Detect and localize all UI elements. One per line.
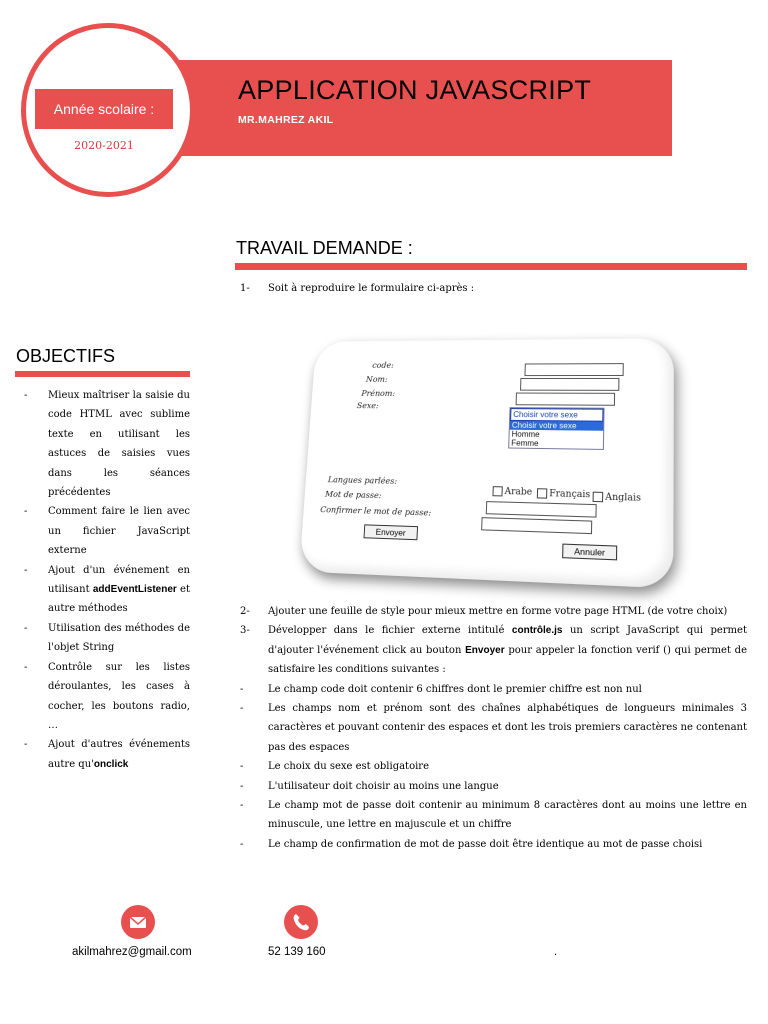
step-1 bbox=[240, 279, 474, 299]
condition-item: - Le choix du sexe est obligatoire bbox=[240, 761, 429, 773]
label-confirmer: Confirmer le mot de passe: bbox=[319, 505, 432, 519]
form-illustration bbox=[299, 338, 674, 588]
condition-item: - Le champ mot de passe doit contenir au minimum 8 caractères dont au moins une lettre en minuscule, une lettre en majuscule et un chiffre bbox=[240, 800, 747, 831]
addeventlistener-keyword: addEventListener bbox=[92, 584, 177, 596]
footer-dot: . bbox=[554, 946, 558, 958]
phone-number[interactable]: 52 139 160 bbox=[268, 946, 326, 958]
year-label: Année scolaire : bbox=[53, 101, 155, 117]
label-nom: Nom: bbox=[365, 375, 388, 385]
step-2: 2- Ajouter une feuille de style pour mieux mettre en forme votre page HTML (de votre choix) bbox=[240, 606, 728, 617]
checkbox-anglais: Anglais bbox=[593, 492, 642, 504]
objectif-item: - Ajout d'un événement en utilisant addEventListener et autre méthodes bbox=[24, 564, 190, 615]
checkbox-box bbox=[537, 488, 547, 498]
objectifs-heading: OBJECTIFS bbox=[16, 346, 116, 366]
page-title: APPLICATION JAVASCRIPT bbox=[238, 75, 592, 105]
condition-item: - Le champ de confirmation de mot de passe doit être identique au mot de passe choisi bbox=[240, 838, 703, 850]
sexe-select bbox=[508, 407, 604, 450]
step-1-text: Soit à reproduire le formulaire ci-après : bbox=[268, 283, 475, 294]
sexe-option: Femme bbox=[511, 438, 539, 448]
checkbox-box bbox=[492, 486, 502, 496]
condition-item: - L'utilisateur doit choisir au moins une langue bbox=[240, 780, 499, 792]
confirm-password-input bbox=[481, 517, 592, 534]
label-langues: Langues parlées: bbox=[327, 475, 398, 487]
envoyer-keyword: Envoyer bbox=[465, 644, 505, 656]
email-address[interactable]: akilmahrez@gmail.com bbox=[72, 946, 192, 958]
onclick-keyword: onclick bbox=[93, 758, 129, 770]
envoyer-button: Envoyer bbox=[363, 524, 418, 540]
label-code: code: bbox=[371, 361, 395, 371]
password-input bbox=[486, 501, 597, 518]
objectif-item: - Ajout d'autres événements autre qu'onclick bbox=[24, 739, 190, 770]
checkbox-box bbox=[593, 492, 604, 503]
steps-list bbox=[240, 602, 747, 854]
objectif-item: - Comment faire le lien avec un fichier JavaScript externe bbox=[24, 506, 190, 557]
label-sexe: Sexe: bbox=[356, 401, 379, 412]
checkbox-francais: Français bbox=[537, 488, 590, 500]
code-input bbox=[524, 363, 623, 376]
travail-heading: TRAVAIL DEMANDE : bbox=[236, 238, 413, 258]
checkbox-arabe: Arabe bbox=[492, 486, 532, 498]
travail-rule bbox=[235, 263, 747, 270]
objectifs-list bbox=[24, 386, 190, 774]
sexe-option: Homme bbox=[511, 429, 540, 439]
condition-item: - Les champs nom et prénom sont des chaînes alphabétiques de longueurs minimales 3 caractères et pouvant contenir des espaces et dont les trois premiers caractères ne contenant pas des espaces bbox=[240, 703, 747, 753]
prenom-input bbox=[516, 393, 616, 406]
file-name: contrôle.js bbox=[511, 625, 563, 637]
nom-input bbox=[520, 378, 619, 391]
annuler-button: Annuler bbox=[562, 544, 617, 561]
envelope-icon bbox=[121, 905, 155, 939]
author-name: MR.MAHREZ AKIL bbox=[238, 114, 334, 126]
condition-item: - Le champ code doit contenir 6 chiffres dont le premier chiffre est non nul bbox=[240, 683, 642, 695]
year-value: 2020-2021 bbox=[74, 139, 134, 152]
objectif-item: - Contrôle sur les listes déroulantes, les cases à cocher, les boutons radio, … bbox=[24, 661, 190, 731]
step-3: 3- Développer dans le fichier externe intitulé contrôle.js un script JavaScript qui permet d'ajouter l'événement click au bouton Envoyer pour appeler la fonction verif () qui permet de satisfaire les conditions suivantes : bbox=[240, 625, 748, 676]
objectif-item: - Mieux maîtriser la saisie du code HTML avec sublime texte en utilisant les astuces de saisies vues dans les séances précédentes bbox=[24, 390, 190, 499]
phone-icon bbox=[284, 905, 318, 939]
sexe-select-value: Choisir votre sexe bbox=[510, 408, 603, 422]
sexe-option: Choisir votre sexe bbox=[510, 421, 604, 431]
label-prenom: Prénom: bbox=[360, 389, 396, 399]
objectifs-rule bbox=[15, 371, 190, 377]
year-label-box bbox=[35, 89, 173, 129]
objectif-item: - Utilisation des méthodes de l'objet String bbox=[24, 622, 190, 654]
label-mot-de-passe: Mot de passe: bbox=[324, 489, 382, 502]
step-1-number: 1- bbox=[240, 283, 250, 294]
